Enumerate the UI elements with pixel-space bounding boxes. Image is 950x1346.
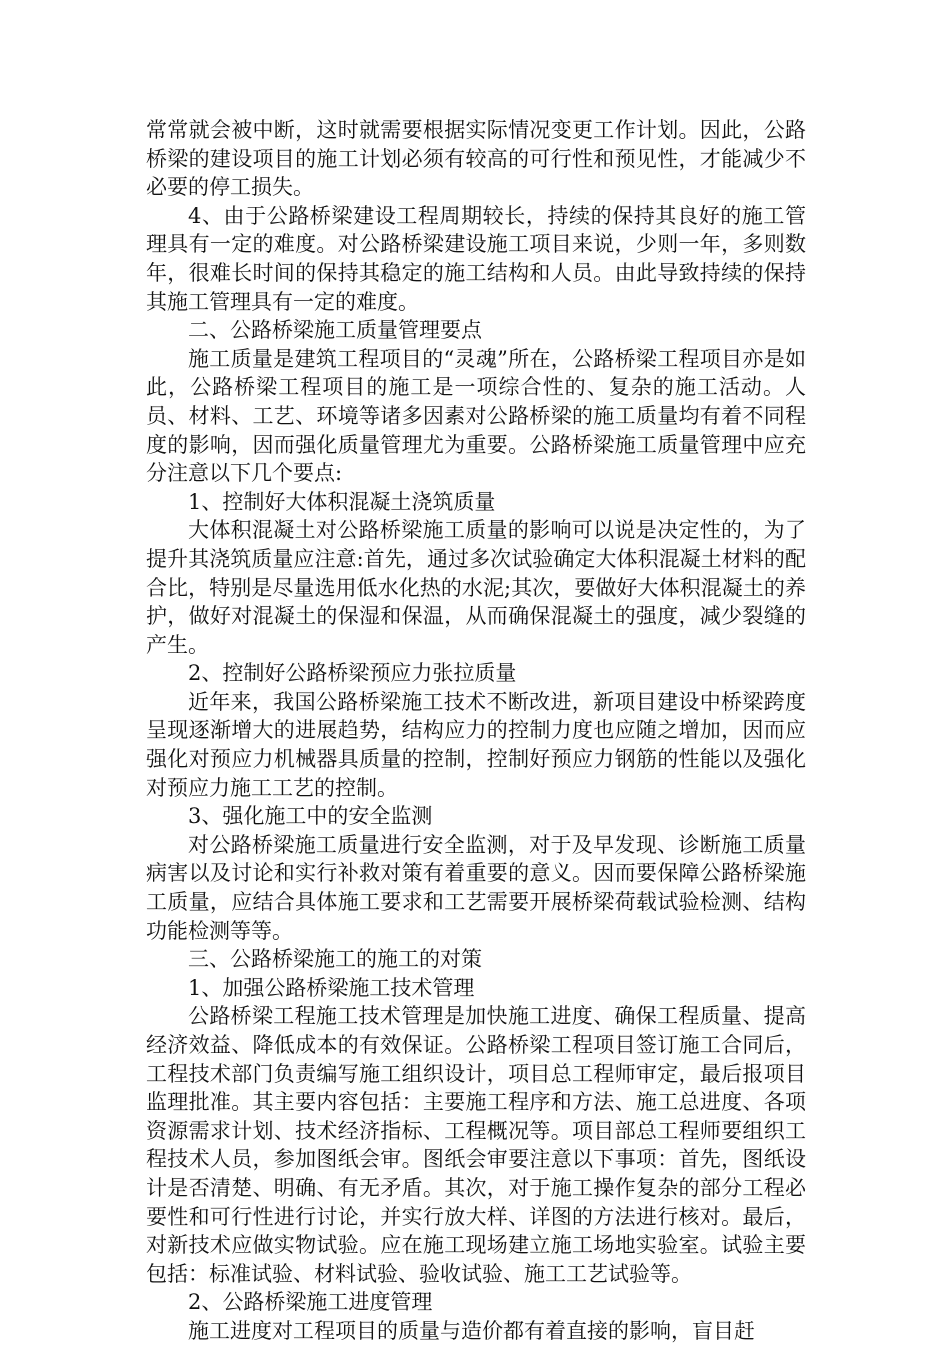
paragraph-prestress: 近年来，我国公路桥梁施工技术不断改进，新项目建设中桥梁跨度呈现逐渐增大的进展趋势，结构应力的控制力度也应随之增加，因而应强化对预应力机械器具质量的控制，控制好预应力钢筋的性能以及强化对预应力施工工艺的控制。: [146, 689, 806, 800]
section-heading-3: 三、公路桥梁施工的施工的对策: [188, 947, 482, 972]
document-body: [146, 116, 806, 1346]
paragraph-tech-management: 公路桥梁工程施工技术管理是加快施工进度、确保工程质量、提高经济效益、降低成本的有效保证。公路桥梁工程项目签订施工合同后，工程技术部门负责编写施工组织设计，项目总工程师审定，最后报项目监理批准。其主要内容包括：主要施工程序和方法、施工总进度、各项资源需求计划、技术经济指标、工程概况等。项目部总工程师要组织工程技术人员，参加图纸会审。图纸会审要注意以下事项：首先，图纸设计是否清楚、明确、有无矛盾。其次，对于施工操作复杂的部分工程必要性和可行性进行讨论，并实行放大样、详图的方法进行核对。最后，对新技术应做实物试验。应在施工现场建立施工场地实验室。试验主要包括：标准试验、材料试验、验收试验、施工工艺试验等。: [146, 1004, 806, 1286]
paragraph-concrete: 大体积混凝土对公路桥梁施工质量的影响可以说是决定性的，为了提升其浇筑质量应注意:首先，通过多次试验确定大体积混凝土材料的配合比，特别是尽量选用低水化热的水泥;其次，要做好大体积混凝土的养护，做好对混凝土的保湿和保温，从而确保混凝土的强度，减少裂缝的产生。: [146, 518, 806, 657]
paragraph-quality-intro: 施工质量是建筑工程项目的“灵魂”所在，公路桥梁工程项目亦是如此，公路桥梁工程项目的施工是一项综合性的、复杂的施工活动。人员、材料、工艺、环境等诸多因素对公路桥梁的施工质量均有着不同程度的影响，因而强化质量管理尤为重要。公路桥梁施工质量管理中应充分注意以下几个要点:: [146, 346, 806, 486]
subheading-prestress: 2、控制好公路桥梁预应力张拉质量: [188, 661, 517, 686]
paragraph-continuation: 常常就会被中断，这时就需要根据实际情况变更工作计划。因此，公路桥梁的建设项目的施工计划必须有较高的可行性和预见性，才能减少不必要的停工损失。: [146, 118, 806, 200]
subheading-tech-management: 1、加强公路桥梁施工技术管理: [188, 975, 475, 1000]
subheading-concrete: 1、控制好大体积混凝土浇筑质量: [188, 489, 496, 514]
paragraph-schedule: 施工进度对工程项目的质量与造价都有着直接的影响，盲目赶: [188, 1318, 755, 1343]
section-heading-2: 二、公路桥梁施工质量管理要点: [188, 318, 482, 343]
paragraph-safety: 对公路桥梁施工质量进行安全监测，对于及早发现、诊断施工质量病害以及讨论和实行补救对策有着重要的意义。因而要保障公路桥梁施工质量，应结合具体施工要求和工艺需要开展桥梁荷载试验检测、结构功能检测等等。: [146, 832, 806, 943]
paragraph-item-4: 4、由于公路桥梁建设工程周期较长，持续的保持其良好的施工管理具有一定的难度。对公路桥梁建设施工项目来说，少则一年，多则数年，很难长时间的保持其稳定的施工结构和人员。由此导致持续的保持其施工管理具有一定的难度。: [146, 203, 806, 314]
subheading-safety: 3、强化施工中的安全监测: [188, 804, 433, 829]
subheading-schedule: 2、公路桥梁施工进度管理: [188, 1290, 433, 1315]
